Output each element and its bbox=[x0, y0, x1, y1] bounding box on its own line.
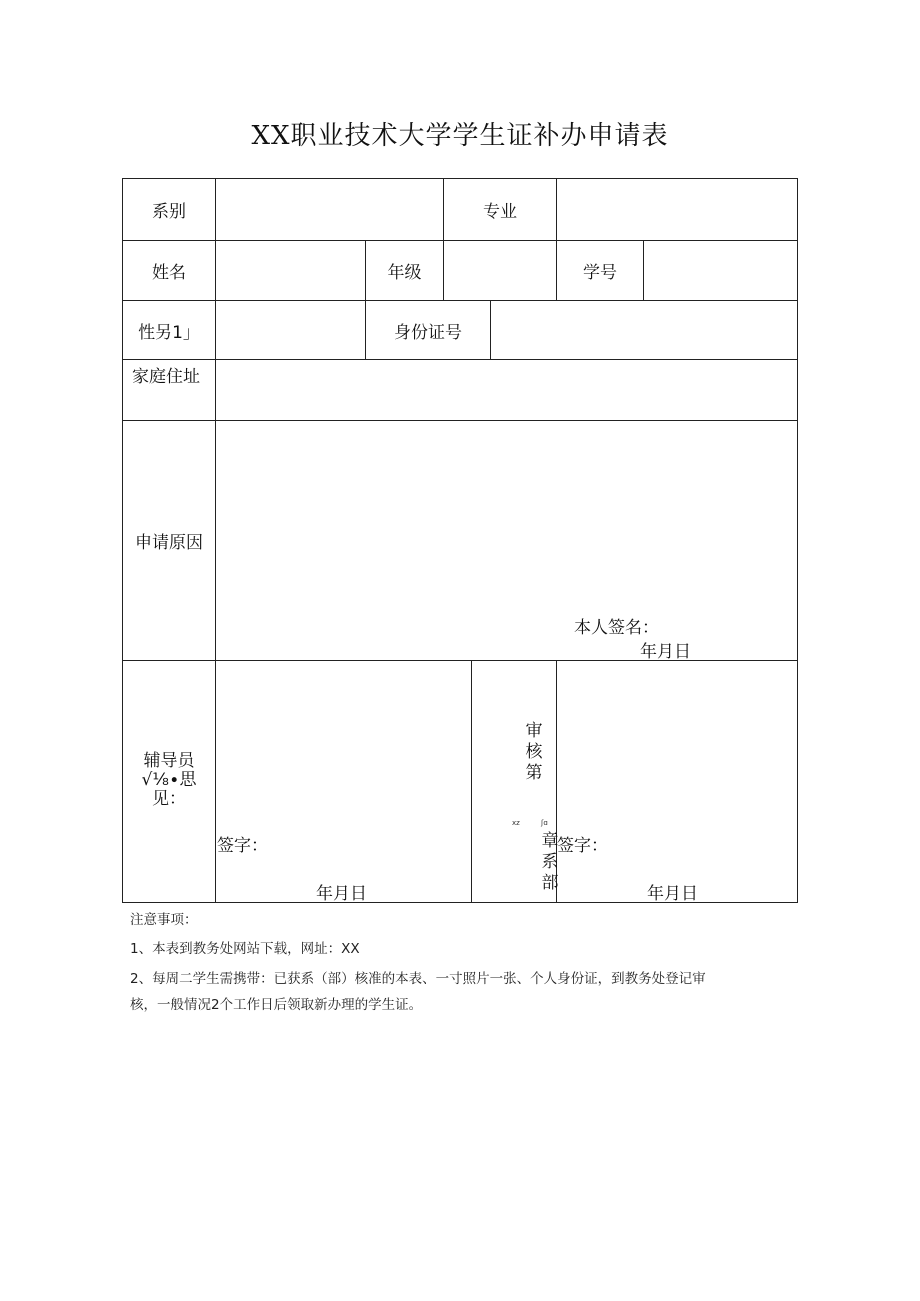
dept-review-label-top: 审核第 bbox=[525, 721, 543, 783]
grade-label: 年级 bbox=[387, 263, 422, 283]
dept-review-tiny-mark: ʃɑ bbox=[541, 819, 548, 827]
note-item-2-line2: 核，一般情况2个工作日后领取新办理的学生证。 bbox=[130, 997, 423, 1013]
id-card-label: 身份证号 bbox=[394, 322, 462, 343]
counselor-label-line3: 见： bbox=[152, 789, 186, 809]
grade-field[interactable] bbox=[444, 241, 556, 300]
major-field[interactable] bbox=[557, 179, 797, 240]
dept-opinion-field[interactable] bbox=[557, 661, 797, 821]
counselor-date-label: 年月日 bbox=[316, 884, 367, 904]
dept-date-label: 年月日 bbox=[647, 884, 698, 904]
dept-label: 系别 bbox=[152, 202, 186, 222]
gender-label: 性另1」 bbox=[138, 322, 200, 343]
name-field[interactable] bbox=[216, 241, 365, 300]
col-divider bbox=[471, 660, 472, 902]
counselor-opinion-label bbox=[123, 752, 215, 809]
reason-field[interactable] bbox=[216, 421, 797, 611]
student-id-field[interactable] bbox=[644, 241, 797, 300]
dept-review-label-bottom: 章系部 bbox=[541, 831, 559, 893]
dept-signature-label: 签字： bbox=[557, 836, 608, 856]
counselor-label-line2: √⅛∙思 bbox=[141, 770, 197, 790]
self-signature-label: 本人签名： bbox=[574, 618, 659, 638]
address-field[interactable] bbox=[216, 360, 797, 420]
page-title: XX职业技术大学学生证补办申请表 bbox=[251, 121, 669, 151]
reason-label: 申请原因 bbox=[135, 533, 203, 553]
address-label: 家庭住址 bbox=[132, 367, 200, 387]
table-border-right bbox=[797, 178, 798, 903]
dept-field[interactable] bbox=[216, 179, 443, 240]
counselor-signature-label: 签字： bbox=[217, 836, 268, 856]
counselor-opinion-field[interactable] bbox=[216, 661, 471, 821]
name-label: 姓名 bbox=[152, 263, 186, 283]
student-id-label: 学号 bbox=[583, 263, 617, 283]
major-label: 专业 bbox=[483, 202, 517, 222]
dept-review-tiny-mark: xz bbox=[512, 819, 520, 827]
gender-field[interactable] bbox=[216, 301, 365, 359]
notes-heading: 注意事项： bbox=[130, 912, 198, 928]
note-item-1: 1、本表到教务处网站下载，网址：XX bbox=[130, 941, 360, 957]
self-date-label: 年月日 bbox=[640, 642, 691, 662]
id-card-field[interactable] bbox=[491, 301, 797, 359]
note-item-2-line1: 2、每周二学生需携带：已获系（部）核准的本表、一寸照片一张、个人身份证，到教务处登记审 bbox=[130, 971, 706, 987]
counselor-label-line1: 辅导员 bbox=[143, 751, 195, 771]
